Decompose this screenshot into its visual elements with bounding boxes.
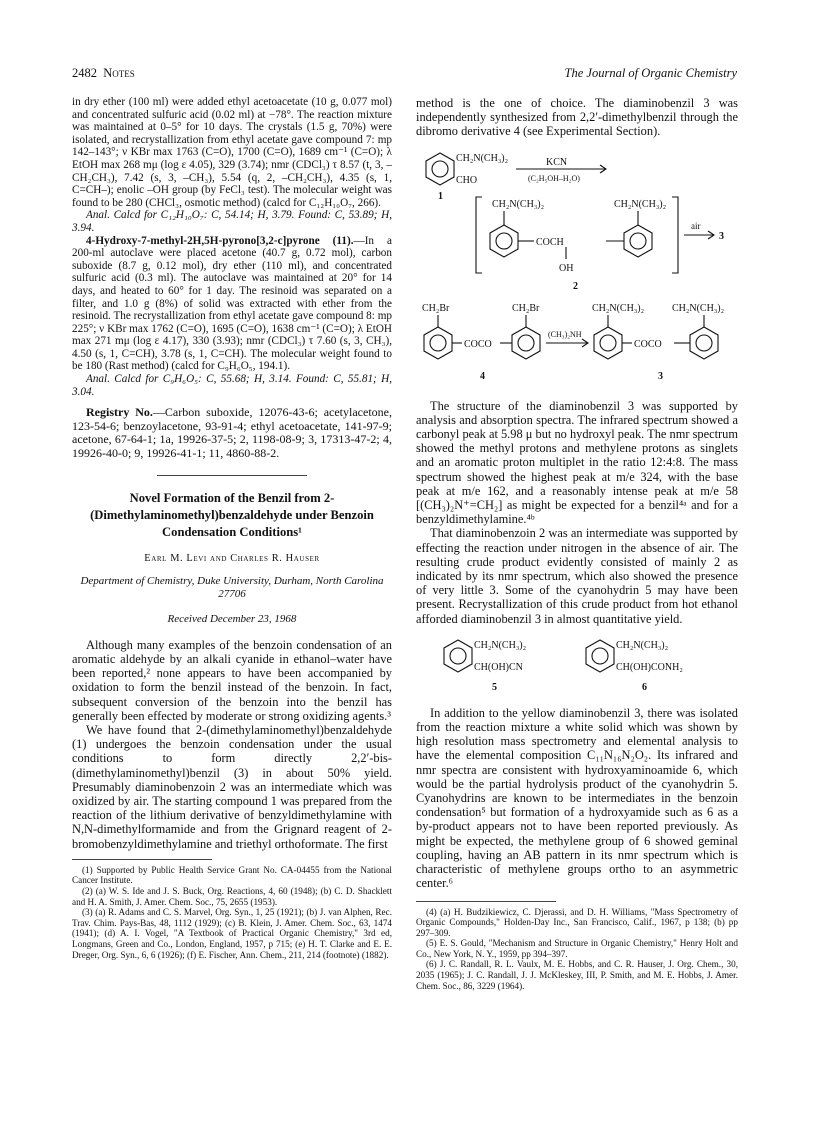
- footnotes-left: [72, 865, 392, 960]
- solvent-label: (C₂H₅OH–H₂O): [528, 173, 580, 183]
- compound-5-number: 5: [492, 681, 497, 693]
- reaction-scheme: [416, 145, 738, 393]
- c6-sub-b: CH(OH)CONH₂: [616, 661, 683, 673]
- compound-3-number: 3: [658, 370, 663, 382]
- section-divider: [157, 475, 307, 476]
- c3-coco: COCO: [634, 338, 662, 350]
- c2-sub-b: CH₂N(CH₃)₂: [614, 198, 667, 210]
- arrow-target-3: 3: [719, 230, 724, 242]
- footnote-rule: [72, 859, 212, 860]
- compound-2-number: 2: [573, 280, 578, 292]
- c5-sub-b: CH(OH)CN: [474, 661, 523, 673]
- c2-oh: OH: [559, 262, 574, 274]
- registry-paragraph: [72, 406, 392, 460]
- c1-sub1: CH₂N(CH₃)₂: [456, 152, 509, 164]
- amine-label: (CH₃)₂NH: [548, 329, 582, 339]
- journal-name: The Journal of Organic Chemistry: [564, 66, 737, 80]
- c2-coch: COCH: [536, 236, 564, 248]
- c5-sub-a: CH₂N(CH₃)₂: [474, 639, 527, 651]
- previous-experimental-paragraph: in dry ether (100 ml) were added ethyl acetoacetate (10 g, 0.077 mol) and concentrated sulfuric acid (0.02 ml) at −78°. The reaction mixture was maintained at 0–5° for 10 days. The crystals (1.5 g, 70%) were isolated, and recrystallization from ethyl acetate gave compound 7: mp 142–143°; ν KBr max 1763 (C=O), 1700 (C=O), 1689 cm⁻¹ (C=O); λ EtOH max 268 mμ (log ε 4.05), 329 (3.74); nmr (CDCl₃) τ 8.57 (t, 3, –CH₂CH₃), 7.42 (s, 3, –CH₃), 5.54 (q, 2, –CH₂CH₃), 4.35 (s, 1, C=CH–); enolic –OH group (by FeCl₃ test). The molecular weight was found to be 280 (CHCl₃, osmotic method) (calcd for C₁₂H₁₀O₇, 266).: [72, 96, 392, 209]
- cyanohydrin-structures: [416, 632, 738, 700]
- c1-sub2: CHO: [456, 174, 478, 186]
- benzene-ring-4a: [424, 327, 452, 359]
- compound-4-number: 4: [480, 370, 485, 382]
- page-header: [72, 66, 737, 84]
- footnote-4: (4) (a) H. Budzikiewicz, C. Djerassi, and D. H. Williams, "Mass Spectrometry of Organic Compounds," Holden-Day Inc., San Francisco, Calif., 1967, p 138; (b) pp 297–309.: [416, 906, 738, 938]
- intermediate-paragraph: That diaminobenzoin 2 was an intermediate was supported by effecting the reaction under nitrogen in the absence of air. The resulting crude product evidently consisted of mainly 2 as indicated by its nmr spectrum, which also showed the presence of very little 3. Some of the cyanohydrin 5 may have been present. Recrystallization of this crude product from hot ethanol afforded diaminobenzil 3 in almost quantitative yield.: [416, 526, 738, 626]
- kcn-label: KCN: [546, 156, 568, 168]
- footnotes-right: [416, 907, 738, 992]
- analysis-line-2: Anal. Calcd for C₉H₆O₅: C, 55.68; H, 3.14. Found: C, 55.81; H, 3.04.: [72, 373, 392, 398]
- compound-1-number: 1: [438, 190, 443, 202]
- registry-heading: Registry No.: [86, 405, 153, 420]
- c4-coco: COCO: [464, 338, 492, 350]
- benzene-ring-6: [586, 640, 614, 672]
- c3-sub-a: CH₂N(CH₃)₂: [592, 302, 645, 314]
- air-label: air: [691, 220, 701, 231]
- right-column: [416, 96, 738, 991]
- left-column: [72, 96, 392, 960]
- footnote-rule-right: [416, 901, 556, 902]
- benzene-ring-3a: [594, 327, 622, 359]
- footnote-3: (3) (a) R. Adams and C. S. Marvel, Org. Syn., 1, 25 (1921); (b) J. van Alphen, Rec. Trav. Chim. Pays-Bas, 48, 1112 (1929); (c) B. Klein, J. Amer. Chem. Soc., 63, 1474 (1941); (d) A. I. Vogel, "A Textbook of Practical Organic Chemistry," 3rd ed, Longmans, Green and Co., London, England, 1957, p 715; (e) H. T. Clarke and E. E. Dreger, Org. Syn., 6, 6 (1926); (f) E. Fischer, Ann. Chem., 211, 214 (footnote) (1882).: [72, 907, 392, 960]
- header-left: [72, 66, 135, 81]
- c2-sub-a: CH₂N(CH₃)₂: [492, 198, 545, 210]
- analysis-line-1: Anal. Calcd for C₁₂H₁₀O₇: C, 54.14; H, 3.79. Found: C, 53.89; H, 3.94.: [72, 209, 392, 234]
- benzene-ring-4b: [512, 327, 540, 359]
- page-number: 2482: [72, 66, 97, 80]
- footnote-2: (2) (a) W. S. Ide and J. S. Buck, Org. Reactions, 4, 60 (1948); (b) C. D. Shacklett and H. A. Smith, J. Amer. Chem. Soc., 75, 2655 (1953).: [72, 886, 392, 907]
- c6-sub-a: CH₂N(CH₃)₂: [616, 639, 669, 651]
- footnote-6: (6) J. C. Randall, R. L. Vaulx, M. E. Hobbs, and C. R. Hauser, J. Org. Chem., 30, 2035 (1965); J. C. Randall, J. J. McKleskey, III, P. Smith, and M. E. Hobbs, J. Amer. Chem. Soc., 86, 3229 (1964).: [416, 959, 738, 991]
- structure-paragraph: The structure of the diaminobenzil 3 was supported by analysis and absorption spectra. The infrared spectrum showed a carbonyl peak at 5.98 μ but no hydroxyl peak. The nmr spectrum showed the methyl protons and methylene protons as singlets and an aromatic proton multiplet in the ratio 12:4:8. The mass spectrum showed the highest peak at m/e 324, with the base peak at m/e 162, and a reasonably intense peak at m/e 58 [(CH₃)₂N⁺=CH₂] as might be expected for a benzil⁴ᵃ and for a benzyldimethylamine.⁴ᵇ: [416, 398, 738, 527]
- received-date: Received December 23, 1968: [167, 613, 297, 626]
- footnote-5: (5) E. S. Gould, "Mechanism and Structure in Organic Chemistry," Henry Holt and Co., New York, N. Y., 1959, pp 394–397.: [416, 938, 738, 959]
- compound-11-paragraph: [72, 235, 392, 374]
- c4-sub-b: CH₂Br: [512, 302, 540, 314]
- compound-11-heading: 4-Hydroxy-7-methyl-2H,5H-pyrono[3,2-c]pyrone (11).: [86, 234, 354, 247]
- article-authors: Earl M. Levi and Charles R. Hauser: [144, 552, 320, 564]
- intro-paragraph: Although many examples of the benzoin condensation of an aromatic aldehyde by an alkali cyanide in ethanol–water have been reported,² none appears to have been accompanied by oxidation to form the benzil instead of the benzoin. In fact, subsequent conversion of the benzoin into the benzil has generally been effected by moderate or strong oxidizing agents.³: [72, 637, 392, 723]
- c3-sub-b: CH₂N(CH₃)₂: [672, 302, 725, 314]
- hydroxyamide-paragraph: In addition to the yellow diaminobenzil 3, there was isolated from the reaction mixture a white solid which was shown by high resolution mass spectrometry and elemental analysis to have the elemental composition C₁₁N₁₆N₂O₂. Its infrared and nmr spectra are consistent with hydroxyaminoamide 6, which would be the partial hydrolysis product of the cyanohydrin 5. Cyanohydrins are known to be intermediates in the benzoin condensation⁵ but formation of a hydroxyamide such as 6 as a by-product appears not to have been reported previously. As might be expected, the methylene group of 6 showed geminal coupling, having an AB pattern in its nmr spectrum which is characteristic of methylene groups ortho to an asymmetric center.⁶: [416, 705, 738, 891]
- registry-text: —Carbon suboxide, 12076-43-6; acetylacetone, 123-54-6; benzoylacetone, 93-91-4; ethyl acetoacetate, 141-97-9; acetone, 67-64-1; 1a, 19926-37-5; 2, 1198-08-9; 3, 17313-47-2; 4, 19926-40-0; 9, 19926-41-1; 11, 4860-88-2.: [72, 405, 392, 461]
- benzene-ring-3b: [690, 327, 718, 359]
- benzene-ring-5: [444, 640, 472, 672]
- method-paragraph: method is the one of choice. The diaminobenzil 3 was independently synthesized from 2,2′-dimethylbenzil through the dibromo derivative 4 (see Experimental Section).: [416, 96, 738, 139]
- benzene-ring-2a: [490, 225, 518, 257]
- section-name: Notes: [103, 66, 135, 80]
- compound-6-number: 6: [642, 681, 647, 693]
- compound-11-text: —In a 200-ml autoclave were placed acetone (40.7 g, 0.72 mol), carbon suboxide (8.7 g, 0.12 mol), dry ether (110 ml), and concentrated sulfuric acid (0.3 ml). The autoclave was maintained at 20° for 14 days, and heated to 60° for 1 day. The resinoid was separated on a filter, and 1.0 g (8%) of solid was extracted with ether from the resinoid. The recrystallization from ethyl acetate gave compound 8: mp 225°; ν KBr max 1762 (C=O), 1695 (C=O), 1638 cm⁻¹ (C=O); λ EtOH max 271 mμ (log ε 4.17), 330 (3.93); nmr (CDCl₃) τ 7.60 (s, 3, CH₃), 4.50 (s, 1, C=CH), 3.78 (s, 1, C=CH). The molecular weight found to be 180 (Rast method) (calcd for C₉H₆O₅, 194.1).: [72, 234, 392, 373]
- article-affiliation: Department of Chemistry, Duke University, Durham, North Carolina 27706: [80, 575, 384, 601]
- findings-paragraph: We have found that 2-(dimethylaminomethyl)benzaldehyde (1) undergoes the benzoin condensation under the usual conditions to form directly 2,2′-bis-(dimethylaminomethyl)benzil (3) in about 50% yield. Presumably diaminobenzoin 2 was an intermediate which was oxidized by air. The starting compound 1 was prepared from the reaction of the lithium derivative of benzyldimethylamine with N,N-dimethylformamide and from the Grignard reagent of 2-bromobenzyldimethylamine and triethyl orthoformate. The first: [72, 723, 392, 851]
- c4-sub-a: CH₂Br: [422, 302, 450, 314]
- article-title: Novel Formation of the Benzil from 2-(Dimethylaminomethyl)benzaldehyde under Benzoin Condensation Conditions¹: [90, 490, 374, 539]
- benzene-ring-2b: [624, 225, 652, 257]
- benzene-ring-1: [426, 153, 454, 185]
- footnote-1: (1) Supported by Public Health Service Grant No. CA-04455 from the National Cancer Institute.: [72, 864, 392, 886]
